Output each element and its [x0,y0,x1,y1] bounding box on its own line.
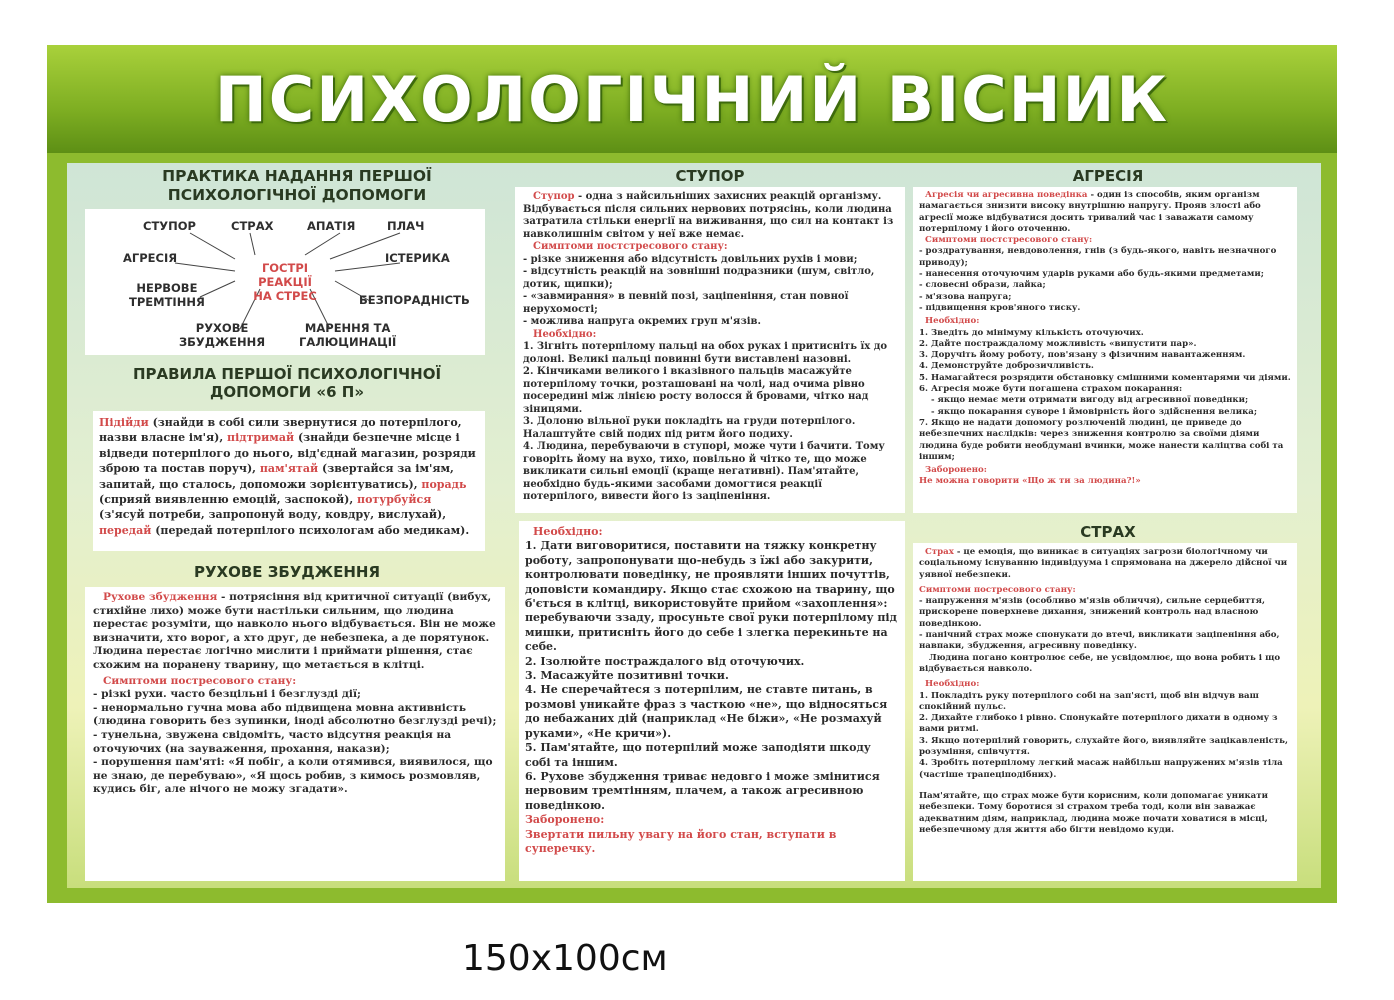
aggression-symptoms-title: Симптоми постстресового стану: [925,235,1093,246]
aggression-symptom-3: - словесні образи, лайка; [919,280,1046,291]
fear-step-2: 2. Дихайте глибоко і рівно. Спонукайте потерпілого дихати в одному з вами ритмі. [919,713,1278,735]
reaction-trembling-line-2: ТРЕМТІННЯ [129,295,205,309]
stupor-symptom-2: - відсутність реакцій на зовнішні подразники (шум, світло, дотик, щипки); [523,266,875,290]
practice-heading-line-2: ПСИХОЛОГІЧНОЇ ДОПОМОГИ [167,186,427,204]
rule-advise: порадь [421,477,467,491]
reaction-delirium-line-2: ГАЛЮЦИНАЦІЇ [299,335,397,349]
fear-symptom-3: Людина погано контролює себе, не усвідомлює, що вона робить і що відбувається навколо. [919,652,1281,674]
stand-board [47,45,1337,903]
fear-definition: - це емоція, що виникає в ситуаціях загрози біологічному чи соціальному існуванню індивідуума і спрямована на джерело дійсної чи уявної небезпеки. [919,547,1288,580]
aggression-needed-title: Необхідно: [925,316,980,327]
stupor-step-4: 4. Людина, перебуваючи в ступорі, може чути і бачити. Тому говоріть йому на вухо, тихо, повільно й чітко те, що може викликати сильні емоції (краще негативні). Пам'ятайте, необхідно будь-якими засобами домогтися реакції потерпілого, вивести його із заціпеніння. [523,441,885,502]
rules-6p-panel [93,411,485,551]
fear-panel [913,543,1297,881]
aggression-step-4: 4. Демонструйте доброзичливість. [919,361,1094,372]
stupor-needed-title: Необхідно: [533,328,597,340]
size-caption: 150x100см [462,938,668,979]
page-title: ПСИХОЛОГІЧНИЙ ВІСНИК [214,62,1170,136]
rule-take-care: потурбуйся [357,493,432,507]
reaction-trembling-line-1: НЕРВОВЕ [136,281,198,295]
reaction-motor-line-1: РУХОВЕ [195,321,249,335]
practice-heading [107,167,487,205]
center-line-2: НА СТРЕС [253,289,317,303]
practice-heading-line-1: ПРАКТИКА НАДАННЯ ПЕРШОЇ [162,167,432,185]
aggression-heading: АГРЕСІЯ [1072,167,1144,185]
rule-support: підтримай [227,431,295,445]
fear-step-1: 1. Покладіть руку потерпілого собі на зап'ясті, щоб він відчув ваш спокійний пульс. [919,690,1259,712]
fear-step-3: 3. Якщо потерпілий говорить, слухайте його, виявляйте зацікавленість, розуміння, співчуття. [919,735,1289,758]
aggression-term: Агресія чи агресивна поведінка [925,190,1088,200]
aggression-step-6b: - якщо покарання суворе і ймовірність його здійснення велика; [931,406,1258,417]
reaction-hysteria: ІСТЕРИКА [385,251,450,265]
rule-support-text: (знайди безпечне місце і відведи потерпілого до нього, від'єднай магазин, розряди зброю та постав поруч), [99,431,476,476]
stupor-step-3: 3. Долоню вільної руки покладіть на груди потерпілого. Налаштуйте свій подих під ритм його подиху. [523,416,856,440]
motor-agitation-help-panel [519,521,905,881]
motor-forbidden-text: Звертати пильну увагу на його стан, вступати в суперечку. [525,827,837,855]
aggression-symptom-5: - підвищення кров'яного тиску. [919,302,1081,313]
aggression-definition: - один із способів, яким організм намагається знизити високу внутрішню напругу. Прояв злості або агресії може відбуватися досить тривалий час і заважати самому потерпілому і його оточенню. [919,190,1261,234]
reaction-delirium [299,321,396,349]
reaction-delirium-line-1: МАРЕННЯ ТА [304,321,391,335]
stress-reactions-diagram [85,209,485,355]
aggression-step-3: 3. Доручіть йому роботу, пов'язану з фізичним навантаженням. [919,350,1246,361]
stupor-symptom-1: - різке зниження або відсутність довільних рухів і мови; [523,253,858,265]
aggression-step-5: 5. Намагайтеся розрядити обстановку смішними коментарями чи діями. [919,372,1291,383]
rule-take-care-text: (з'ясуй потреби, запропонуй воду, ковдру, вислухай), [99,508,447,522]
motor-symptom-2: - ненормально гучна мова або підвищена мовна активність (людина говорить без зупинки, іноді абсолютно безглузді речі); [93,701,497,728]
fear-step-4: 4. Зробіть потерпілому легкий масаж найбільш напружених м'язів тіла (частіше трапеціподібних). [919,758,1283,780]
fear-symptom-2: - панічний страх може спонукати до втечі, викликати заціпеніння або, навпаки, збудження, агресивну поведінку. [919,630,1280,652]
motor-step-4: 4. Не сперечайтеся з потерпілим, не ставте питань, в розмові уникайте фраз з часткою «не», що відносяться до небажаних дій (наприклад «Не біжи», «Не розмахуй руками», «Не кричи»). [525,683,888,740]
motor-heading: РУХОВЕ ЗБУДЖЕННЯ [193,563,381,581]
motor-needed-title: Необхідно: [533,525,603,538]
fear-symptom-1: - напруження м'язів (особливо м'язів обличчя), сильне серцебиття, прискорене поверхневе дихання, знижений контроль над власною поведінкою. [919,596,1265,629]
motor-symptoms-title: Симптоми постресового стану: [103,674,297,687]
motor-forbidden-title: Заборонено: [525,813,605,827]
reaction-motor-agitation [179,321,265,349]
stupor-panel [515,187,905,513]
rules-heading-line-1: ПРАВИЛА ПЕРШОЇ ПСИХОЛОГІЧНОЇ [132,365,442,383]
motor-definition: - потрясіння від критичної ситуації (вибух, стихійне лихо) може бути настільки сильним, що людина перестає розуміти, що навколо нього відбувається. Він не може визначити, хто ворог, а хто друг, де небезпека, а де порятунок. Людина перестає логічно мислити і приймати рішення, стає схожим на поранену тварину, що метається в клітці. [93,591,496,671]
motor-step-6: 6. Рухове збудження триває недовго і може змінитися нервовим тремтінням, плачем, а також агресивною поведінкою. [525,769,880,812]
reaction-trembling [129,281,205,309]
stupor-heading: СТУПОР [675,167,745,185]
fear-symptoms-title: Симптоми постресового стану: [919,584,1076,595]
stupor-term: Ступор [533,191,575,202]
stupor-step-1: 1. Зігніть потерпілому пальці на обох руках і притисніть їх до долоні. Великі пальці повинні бути виставлені назовні. [523,341,888,365]
reaction-aggression: АГРЕСІЯ [123,251,178,265]
rule-approach: Підійди [99,416,149,429]
rule-hand-over: передай [99,523,152,537]
motor-symptom-1: - різкі рухи. часто безцільні і безглузді дії; [93,688,361,701]
aggression-forbidden-text: Не можна говорити «Що ж ти за людина?!» [919,476,1141,487]
reaction-helplessness: БЕЗПОРАДНІСТЬ [359,293,470,307]
stupor-definition: - одна з найсильніших захисних реакцій організму. Відбувається після сильних нервових потрясінь, коли людина затратила стільки енергії на виживання, що сил на контакт із навколишнім світом у неї вже немає. [523,191,894,240]
stupor-step-2: 2. Кінчиками великого і вказівного пальців масажуйте потерпілому точки, розташовані на чолі, над очима рівно посередині між лінією росту волосся й бровами, чітко над зіницями. [523,366,869,415]
reaction-stupor: СТУПОР [143,219,196,233]
aggression-forbidden-title: Заборонено: [925,465,987,476]
rule-remember-text: (звертайся за ім'ям, запитай, що сталось, допоможи зорієнтуватись), [99,462,454,491]
rule-remember: пам'ятай [259,462,319,476]
motor-step-5: 5. Пам'ятайте, що потерпілий може заподіяти шкоду собі та іншим. [525,741,871,769]
rule-hand-over-text: (передай потерпілого психологам або медикам). [151,523,470,537]
fear-closing-note: Пам'ятайте, що страх може бути корисним, коли допомагає уникати небезпеки. Тому боротися зі страхом треба тоді, коли він заважає адекватним діям, наприклад, людина може почати ховатися в місці, небезпечному для життя або бігти невідомо куди. [919,790,1268,835]
motor-step-2: 2. Ізолюйте постраждалого від оточуючих. [525,654,805,668]
stupor-symptoms-title: Симптоми постстресового стану: [533,241,728,252]
stupor-symptom-4: - можлива напруга окремих груп м'язів. [523,316,761,327]
aggression-step-6: 6. Агресія може бути погашена страхом покарання: [919,384,1183,395]
aggression-symptom-2: - нанесення оточуючим ударів руками або будь-якими предметами; [919,269,1264,280]
center-line-1: ГОСТРІ РЕАКЦІЇ [258,261,312,289]
fear-term: Страх [925,547,954,557]
aggression-step-1: 1. Зведіть до мінімуму кількість оточуючих. [919,327,1144,338]
rule-approach-text: (знайди в собі сили звернутися до потерпілого, назви власне ім'я), [99,416,462,445]
motor-symptom-3: - тунельна, звужена свідоміть, часто відсутня реакція на оточуючих (на зауваження, прохання, накази); [93,728,452,755]
aggression-step-2: 2. Дайте постраждалому можливість «випустити пар». [919,338,1197,349]
content-area [67,163,1321,888]
acute-stress-reactions-center [235,261,335,303]
aggression-step-6a: - якщо немає мети отримати вигоду від агресивної поведінки; [931,395,1249,406]
rules-heading-line-2: ДОПОМОГИ «6 П» [209,383,365,401]
fear-needed-title: Необхідно: [925,679,980,690]
aggression-symptom-4: - м'язова напруга; [919,291,1012,302]
reaction-apathy: АПАТІЯ [307,219,356,233]
reaction-motor-line-2: ЗБУДЖЕННЯ [179,335,266,349]
aggression-step-7: 7. Якщо не надати допомогу розлюченій людині, це приведе до небезпечних наслідків: через зниження контролю за своїми діями людина буде робити необдумані вчинки, може нанести каліцтва собі та іншим; [919,417,1284,462]
header-banner [47,45,1337,153]
motor-agitation-panel [85,587,505,881]
motor-symptom-4: - порушення пам'яті: «Я побіг, а коли отямився, виявилося, що не знаю, де перебуваю», «Я щось робив, з кимось розмовляв, кудись біг, але нічого не можу згадати». [93,756,493,796]
motor-step-3: 3. Масажуйте позитивні точки. [525,669,729,683]
motor-term: Рухове збудження [103,591,218,603]
stupor-symptom-3: - «завмирання» в певній позі, заціпеніння, стан повної нерухомості; [523,291,849,315]
fear-heading: СТРАХ [1080,523,1136,541]
rules-heading [87,365,487,401]
motor-step-1: 1. Дати виговоритися, поставити на тяжку конкретну роботу, запропонувати що-небудь з їжі або закурити, контролювати поведінку, не проявляти інших почуттів, доповісти командиру. Якщо стає схожою на тварину, що б'ється в клітці, використовуйте прийом «захоплення»: перебуваючи ззаду, просуньте свої руки потерпілому під мишки, притисніть його до себе і злегка перекиньте на себе. [525,539,897,654]
rule-advise-text: (сприяй виявленню емоцій, заспокой), [99,493,358,507]
aggression-panel [913,187,1297,513]
reaction-crying: ПЛАЧ [387,219,425,233]
reaction-fear: СТРАХ [231,219,274,233]
aggression-symptom-1: - роздратування, невдоволення, гнів (з будь-якого, навіть незначного приводу); [919,246,1277,268]
